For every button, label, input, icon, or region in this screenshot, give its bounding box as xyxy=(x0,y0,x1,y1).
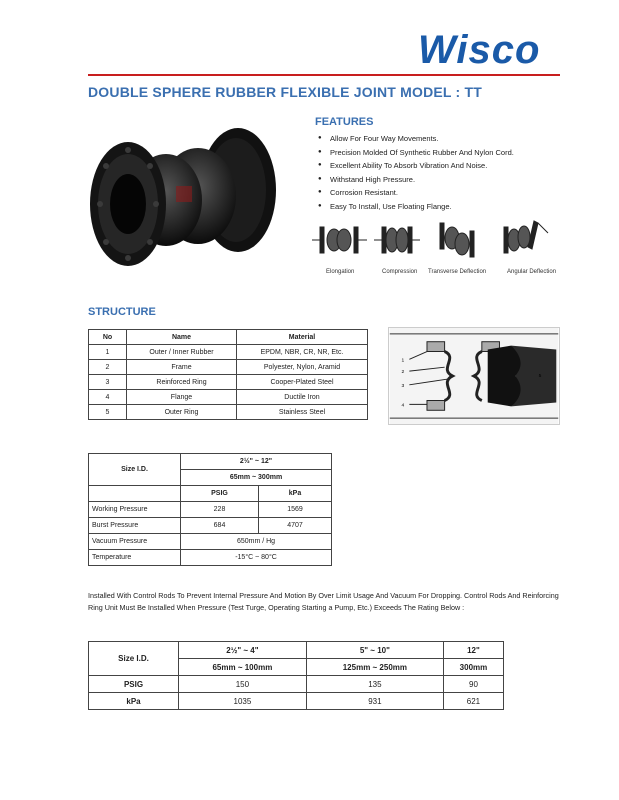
table-cell: Flange xyxy=(127,390,237,405)
table-cell: Outer Ring xyxy=(127,405,237,420)
diagram-label: 5 xyxy=(538,373,542,379)
table-row xyxy=(89,534,332,550)
size-label: Size I.D. xyxy=(89,454,181,486)
size-inch: 2½" ~ 12" xyxy=(181,454,332,470)
diagram-label: 2 xyxy=(401,370,405,376)
table-cell: Frame xyxy=(127,360,237,375)
feature-item: ● Excellent Ability To Absorb Vibration And Noise. xyxy=(318,159,514,173)
row-label: Vacuum Pressure xyxy=(89,534,181,550)
table-row xyxy=(89,518,332,534)
brand-logo: Wisco xyxy=(418,28,541,72)
table-header-row xyxy=(89,330,368,345)
table-cell: 621 xyxy=(443,693,503,710)
column-header: PSIG xyxy=(181,486,259,502)
table-row xyxy=(89,390,368,405)
diagram-label: 4 xyxy=(401,403,405,409)
table-cell: 228 xyxy=(181,502,259,518)
table-cell: 5 xyxy=(89,405,127,420)
table-cell: Ductile Iron xyxy=(237,390,368,405)
feature-item: ● Corrosion Resistant. xyxy=(318,186,514,200)
row-label: Temperature xyxy=(89,550,181,566)
page-title: DOUBLE SPHERE RUBBER FLEXIBLE JOINT MODEL : TT xyxy=(88,84,482,100)
table-cell: 1569 xyxy=(259,502,332,518)
table-cell: Outer / Inner Rubber xyxy=(127,345,237,360)
size-mm: 65mm ~ 300mm xyxy=(181,470,332,486)
column-header: kPa xyxy=(259,486,332,502)
feature-item: ● Allow For Four Way Movements. xyxy=(318,132,514,146)
table-cell: 650mm / Hg xyxy=(181,534,332,550)
size-inch: 12" xyxy=(443,642,503,659)
structure-heading: STRUCTURE xyxy=(88,306,156,318)
table-row xyxy=(89,405,368,420)
feature-item: ● Precision Molded Of Synthetic Rubber And Nylon Cord. xyxy=(318,146,514,160)
row-label: PSIG xyxy=(89,676,179,693)
table-row xyxy=(89,454,332,470)
table-cell: 684 xyxy=(181,518,259,534)
table-cell: Reinforced Ring xyxy=(127,375,237,390)
feature-item: ● Easy To Install, Use Floating Flange. xyxy=(318,200,514,214)
deflection-diagrams xyxy=(312,215,562,277)
table-cell: Stainless Steel xyxy=(237,405,368,420)
table-cell: 90 xyxy=(443,676,503,693)
table-cell: 3 xyxy=(89,375,127,390)
table-cell: 1035 xyxy=(179,693,307,710)
table-cell: 931 xyxy=(306,693,443,710)
table-cell: 2 xyxy=(89,360,127,375)
row-label: kPa xyxy=(89,693,179,710)
table-cell: 1 xyxy=(89,345,127,360)
table-row xyxy=(89,360,368,375)
row-label: Burst Pressure xyxy=(89,518,181,534)
deflection-illustration xyxy=(312,215,562,267)
size-label: Size I.D. xyxy=(89,642,179,676)
features-list xyxy=(318,132,514,213)
row-label: Working Pressure xyxy=(89,502,181,518)
table-cell: Cooper-Plated Steel xyxy=(237,375,368,390)
size-inch: 5" ~ 10" xyxy=(306,642,443,659)
deflection-label-elongation: Elongation xyxy=(326,269,355,275)
table-cell: 150 xyxy=(179,676,307,693)
deflection-label-compression: Compression xyxy=(382,269,418,275)
table-row xyxy=(89,375,368,390)
column-header: Name xyxy=(127,330,237,345)
table-row xyxy=(89,502,332,518)
table-row xyxy=(89,642,504,659)
size-inch: 2½" ~ 4" xyxy=(179,642,307,659)
table-cell: 135 xyxy=(306,676,443,693)
deflection-label-angular: Angular Deflection xyxy=(507,269,557,275)
table-row xyxy=(89,693,504,710)
table-row xyxy=(89,345,368,360)
title-rule xyxy=(88,74,560,76)
cross-section-diagram xyxy=(388,327,560,425)
diagram-label: 1 xyxy=(401,358,405,364)
table-row xyxy=(89,550,332,566)
column-header: Material xyxy=(237,330,368,345)
product-photo xyxy=(88,118,278,273)
column-header: No xyxy=(89,330,127,345)
size-mm: 300mm xyxy=(443,659,503,676)
feature-item: ● Withstand High Pressure. xyxy=(318,173,514,187)
table-cell: 4 xyxy=(89,390,127,405)
table-cell: 4707 xyxy=(259,518,332,534)
table-row xyxy=(89,676,504,693)
diagram-label: 3 xyxy=(401,383,405,389)
installation-note: Installed With Control Rods To Prevent Internal Pressure And Motion By Over Limit Usage And Vacuum For Dropping. Control Rods And Reinforcing Ring Unit Must Be Installed When Pressure (Test Turge, Operating Starting a Pump, Etc.) Exceeds The Rating Below : xyxy=(88,591,559,612)
features-heading: FEATURES xyxy=(315,116,374,128)
table-cell xyxy=(89,486,181,502)
table-cell: -15°C ~ 80°C xyxy=(181,550,332,566)
size-mm: 125mm ~ 250mm xyxy=(306,659,443,676)
structure-table xyxy=(88,329,368,420)
control-rod-table xyxy=(88,641,504,710)
deflection-label-transverse: Transverse Deflection xyxy=(428,269,487,275)
rating-table xyxy=(88,453,332,566)
table-cell: EPDM, NBR, CR, NR, Etc. xyxy=(237,345,368,360)
table-row xyxy=(89,486,332,502)
size-mm: 65mm ~ 100mm xyxy=(179,659,307,676)
table-cell: Polyester, Nylon, Aramid xyxy=(237,360,368,375)
